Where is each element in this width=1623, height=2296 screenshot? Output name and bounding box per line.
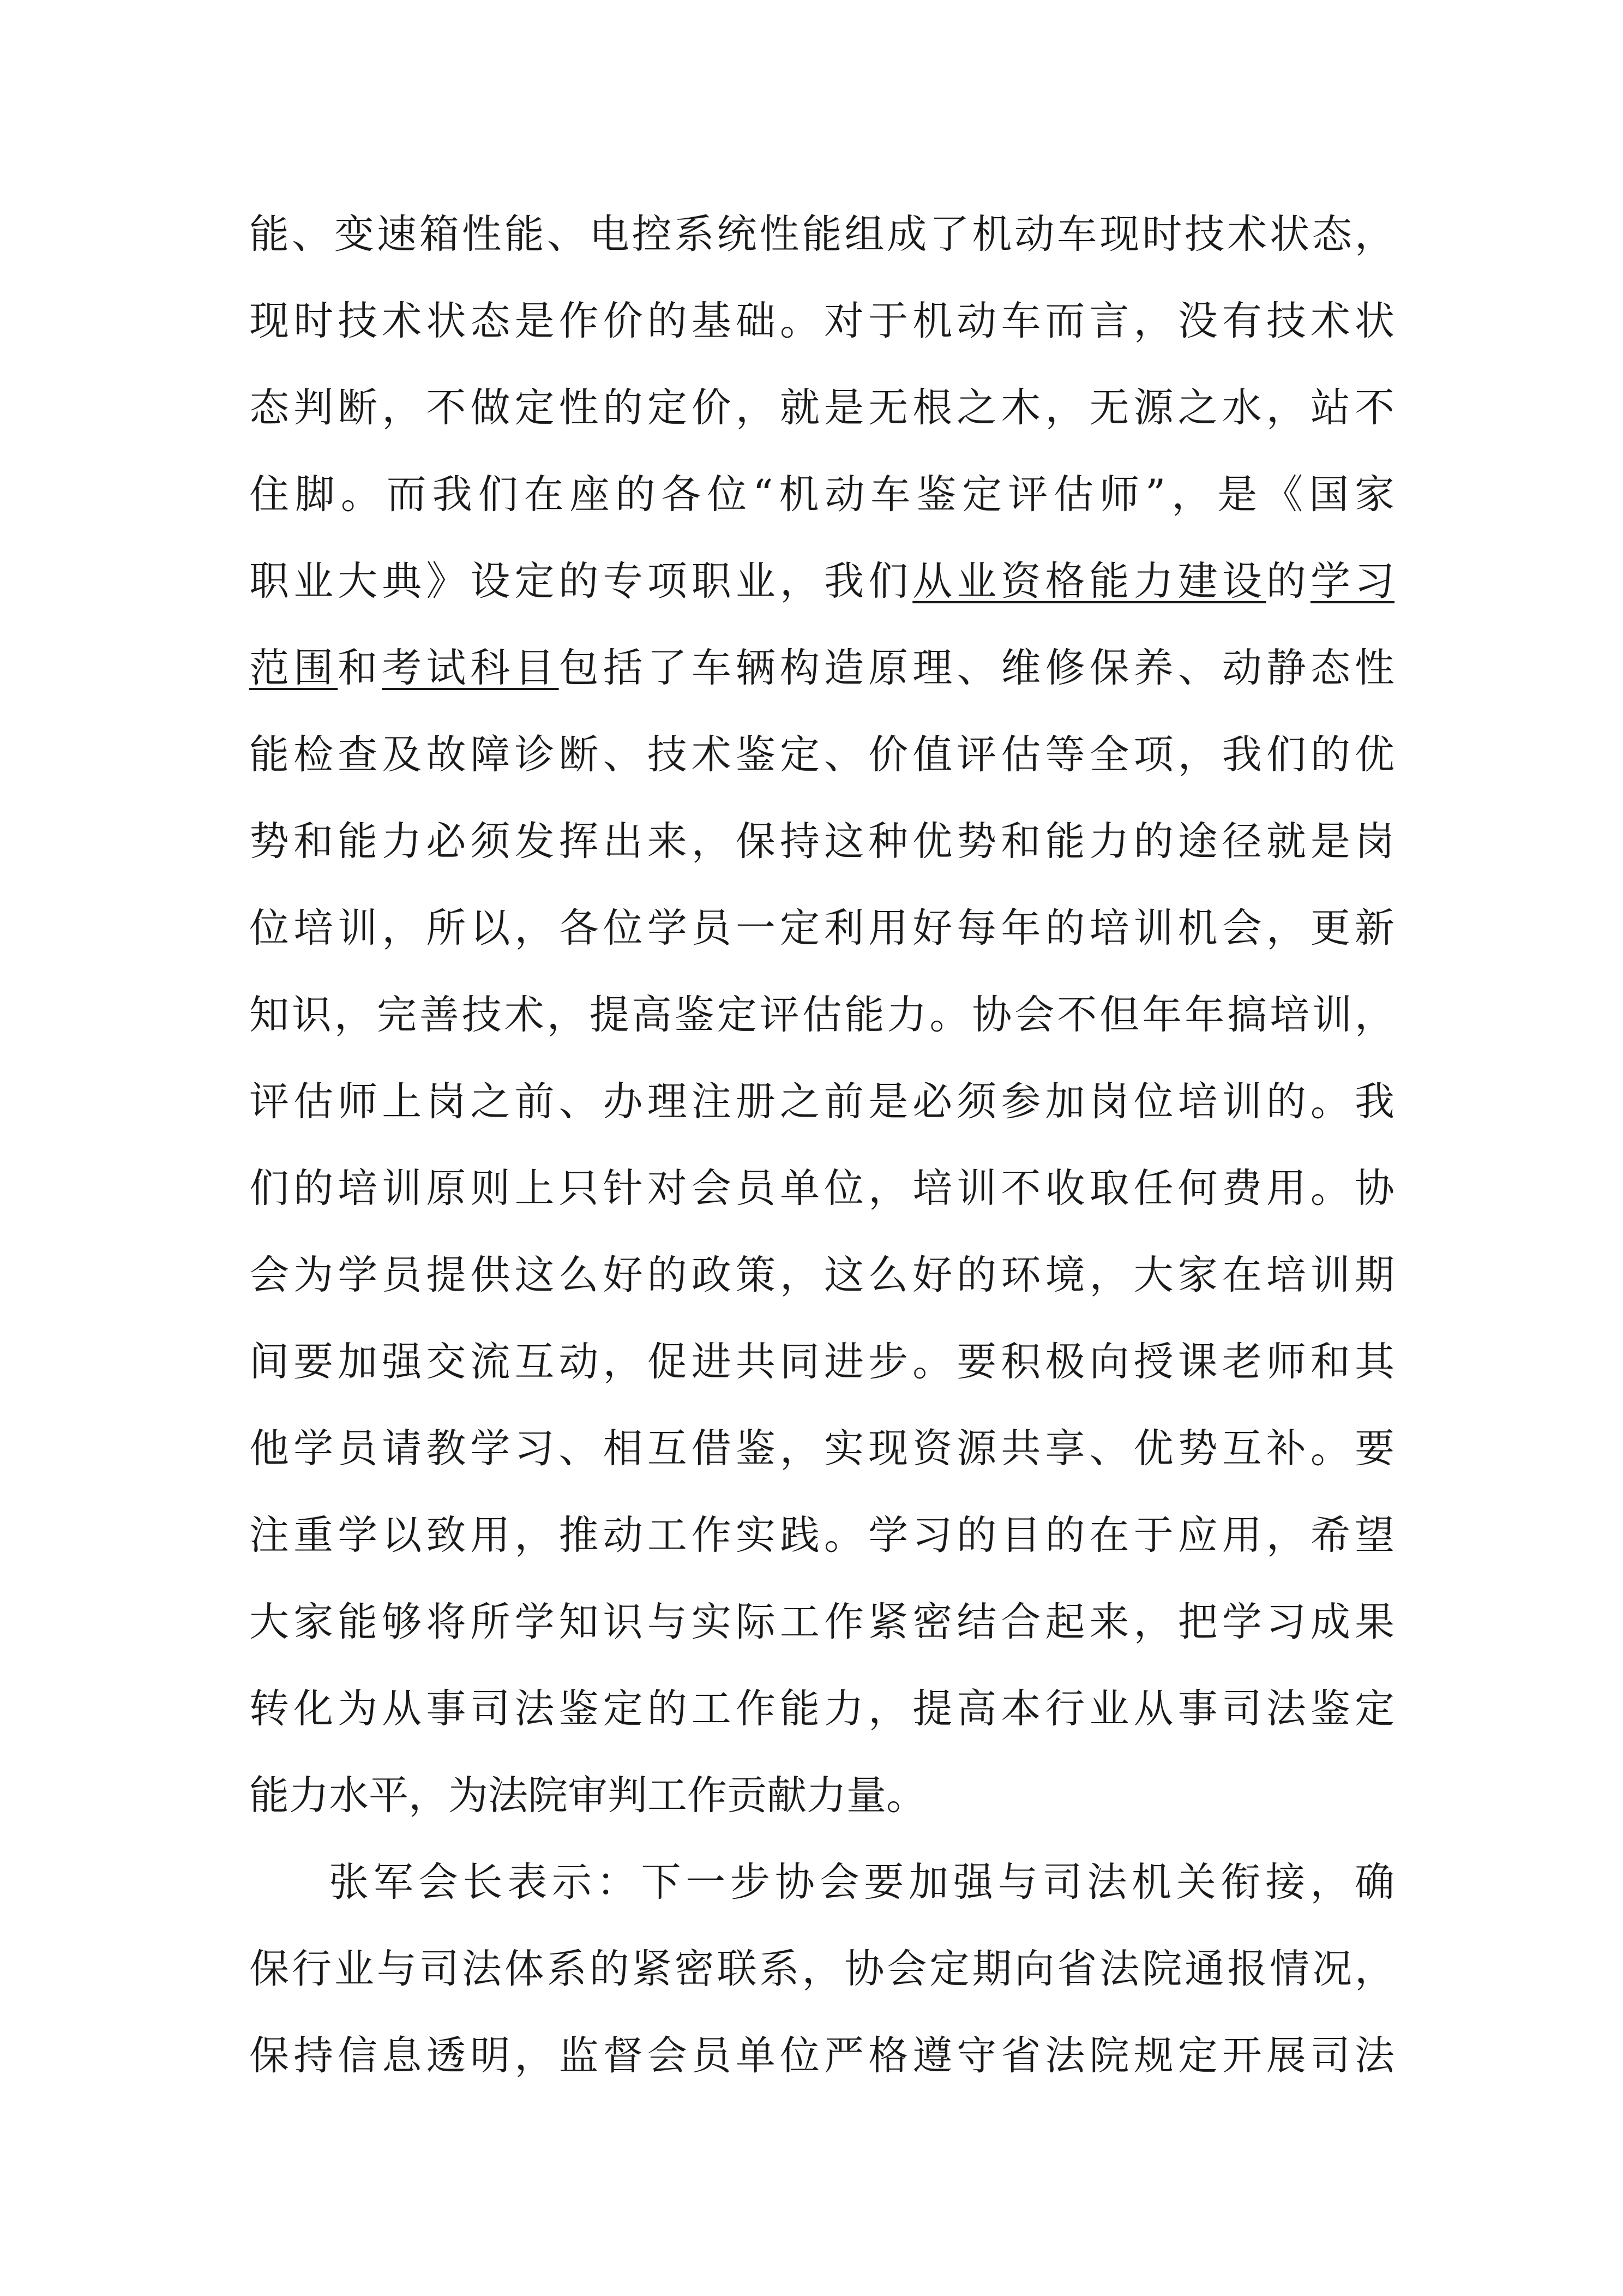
underlined-phrase-exam-subjects: 考试科目: [382, 645, 559, 691]
underlined-phrase-study-scope-part1: 学习: [1310, 558, 1395, 604]
text-line-4: 住脚。而我们在座的各位“机动车鉴定评估师”，是《国家: [249, 471, 1394, 518]
text-line-5: 职业大典》设定的专项职业，我们从业资格能力建设的学习: [249, 558, 1395, 604]
text-line-22: 保持信息透明，监督会员单位严格遵守省法院规定开展司法: [249, 2033, 1394, 2079]
text-line-3: 态判断，不做定性的定价，就是无根之木，无源之水，站不: [249, 385, 1394, 431]
text-line-14: 间要加强交流互动，促进共同进步。要积极向授课老师和其: [249, 1339, 1394, 1385]
text-line-20: 张军会长表示：下一步协会要加强与司法机关衔接，确: [329, 1859, 1394, 1905]
text-line-17: 大家能够将所学知识与实际工作紧密结合起来，把学习成果: [249, 1599, 1394, 1645]
text-line-6: 范围和考试科目包括了车辆构造原理、维修保养、动静态性: [249, 645, 1395, 691]
text-line-10: 知识，完善技术，提高鉴定评估能力。协会不但年年搞培训，: [249, 992, 1394, 1038]
text-line-15: 他学员请教学习、相互借鉴，实现资源共享、优势互补。要: [249, 1425, 1394, 1472]
text-line-8: 势和能力必须发挥出来，保持这种优势和能力的途径就是岗: [249, 818, 1394, 865]
text-line-16: 注重学以致用，推动工作实践。学习的目的在于应用，希望: [249, 1512, 1394, 1558]
text-line-1: 能、变速箱性能、电控系统性能组成了机动车现时技术状态，: [249, 211, 1394, 257]
text-line-11: 评估师上岗之前、办理注册之前是必须参加岗位培训的。我: [249, 1078, 1394, 1125]
text-line-21: 保行业与司法体系的紧密联系，协会定期向省法院通报情况，: [249, 1946, 1394, 1992]
underlined-phrase-qualification: 从业资格能力建设: [912, 558, 1266, 604]
text-line-9: 位培训，所以，各位学员一定利用好每年的培训机会，更新: [249, 905, 1394, 951]
text-line-12: 们的培训原则上只针对会员单位，培训不收取任何费用。协: [249, 1165, 1394, 1212]
underlined-phrase-study-scope-part2: 范围: [249, 645, 338, 691]
text-line-7: 能检查及故障诊断、技术鉴定、价值评估等全项，我们的优: [249, 732, 1394, 778]
text-line-13: 会为学员提供这么好的政策，这么好的环境，大家在培训期: [249, 1252, 1394, 1298]
text-line-18: 转化为从事司法鉴定的工作能力，提高本行业从事司法鉴定: [249, 1686, 1394, 1732]
body-text: [249, 191, 1394, 2099]
text-line-2: 现时技术状态是作价的基础。对于机动车而言，没有技术状: [249, 298, 1394, 344]
text-line-19: 能力水平，为法院审判工作贡献力量。: [249, 1772, 926, 1819]
